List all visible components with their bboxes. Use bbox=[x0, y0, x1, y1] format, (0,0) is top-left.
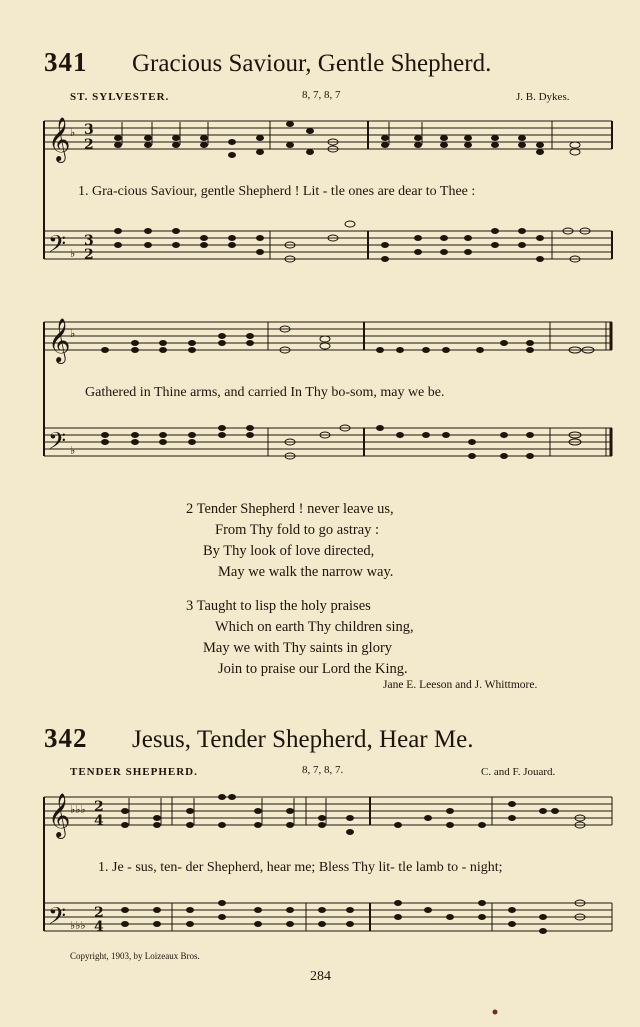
verse-3-line-2: Which on earth Thy children sing, bbox=[215, 619, 414, 635]
verse-2-line-2: From Thy fold to go astray : bbox=[215, 522, 380, 538]
svg-text:𝄢: 𝄢 bbox=[48, 902, 67, 935]
svg-text:3: 3 bbox=[84, 233, 94, 249]
svg-text:♭♭♭: ♭♭♭ bbox=[70, 919, 86, 932]
verse-2-line-3: By Thy look of love directed, bbox=[203, 543, 375, 559]
hymn-341-verse-3 bbox=[186, 596, 414, 680]
hymn-341-title: Gracious Saviour, Gentle Shepherd. bbox=[132, 50, 492, 77]
svg-text:2: 2 bbox=[84, 247, 94, 263]
hymn-341-lyric-line-1: 1. Gra-cious Saviour, gentle Shepherd ! Lit - tle ones are dear to Thee : bbox=[78, 184, 476, 199]
hymn-341-composer: J. B. Dykes. bbox=[516, 91, 570, 103]
svg-text:𝄢: 𝄢 bbox=[48, 427, 67, 460]
svg-text:𝄞: 𝄞 bbox=[48, 318, 71, 362]
staff-341-2-treble bbox=[44, 322, 612, 350]
svg-text:2: 2 bbox=[94, 905, 104, 921]
svg-text:4: 4 bbox=[94, 919, 104, 935]
svg-text:𝄢: 𝄢 bbox=[48, 230, 67, 263]
verse-3-line-1: 3 Taught to lisp the holy praises bbox=[186, 598, 371, 614]
hymn-342-number: 342 bbox=[44, 723, 88, 753]
svg-text:♭: ♭ bbox=[70, 247, 76, 260]
verse-2-line-1: 2 Tender Shepherd ! never leave us, bbox=[186, 501, 394, 517]
hymn-342-tune: TENDER SHEPHERD. bbox=[70, 766, 198, 778]
svg-text:2: 2 bbox=[94, 799, 104, 815]
staff-342-bass bbox=[44, 903, 612, 931]
verse-3-line-3: May we with Thy saints in glory bbox=[203, 640, 393, 656]
hymn-341-authors: Jane E. Leeson and J. Whittmore. bbox=[383, 679, 538, 691]
svg-text:♭: ♭ bbox=[70, 327, 76, 340]
verse-3-line-4: Join to praise our Lord the King. bbox=[218, 661, 408, 677]
svg-text:𝄞: 𝄞 bbox=[48, 793, 71, 837]
hymn-341-tune: ST. SYLVESTER. bbox=[70, 91, 170, 103]
svg-text:𝄞: 𝄞 bbox=[48, 117, 71, 161]
hymn-341-number: 341 bbox=[44, 47, 88, 77]
hymn-342-composer: C. and F. Jouard. bbox=[481, 766, 556, 778]
hymn-341-lyric-line-2: Gathered in Thine arms, and carried In Thy bo-som, may we be. bbox=[85, 385, 445, 400]
hymn-342-meter: 8, 7, 8, 7. bbox=[302, 764, 344, 776]
hymn-342-lyric-line-1: 1. Je - sus, ten- der Shepherd, hear me; Bless Thy lit- tle lamb to - night; bbox=[98, 860, 503, 875]
svg-text:3: 3 bbox=[84, 122, 94, 138]
hymn-341-meter: 8, 7, 8, 7 bbox=[302, 89, 341, 101]
svg-text:♭: ♭ bbox=[70, 444, 76, 457]
copyright-notice: Copyright, 1903, by Loizeaux Bros. bbox=[70, 951, 200, 961]
svg-text:♭: ♭ bbox=[70, 126, 76, 139]
staff-341-1-treble bbox=[44, 121, 612, 149]
verse-2-line-4: May we walk the narrow way. bbox=[218, 564, 394, 580]
hymn-342-title: Jesus, Tender Shepherd, Hear Me. bbox=[132, 726, 474, 753]
svg-text:4: 4 bbox=[94, 813, 104, 829]
page-number: 284 bbox=[310, 969, 331, 984]
svg-text:2: 2 bbox=[84, 137, 94, 153]
staff-341-1-bass bbox=[44, 231, 612, 259]
hymn-341-verse-2 bbox=[186, 499, 394, 583]
svg-text:♭♭♭: ♭♭♭ bbox=[70, 803, 86, 816]
